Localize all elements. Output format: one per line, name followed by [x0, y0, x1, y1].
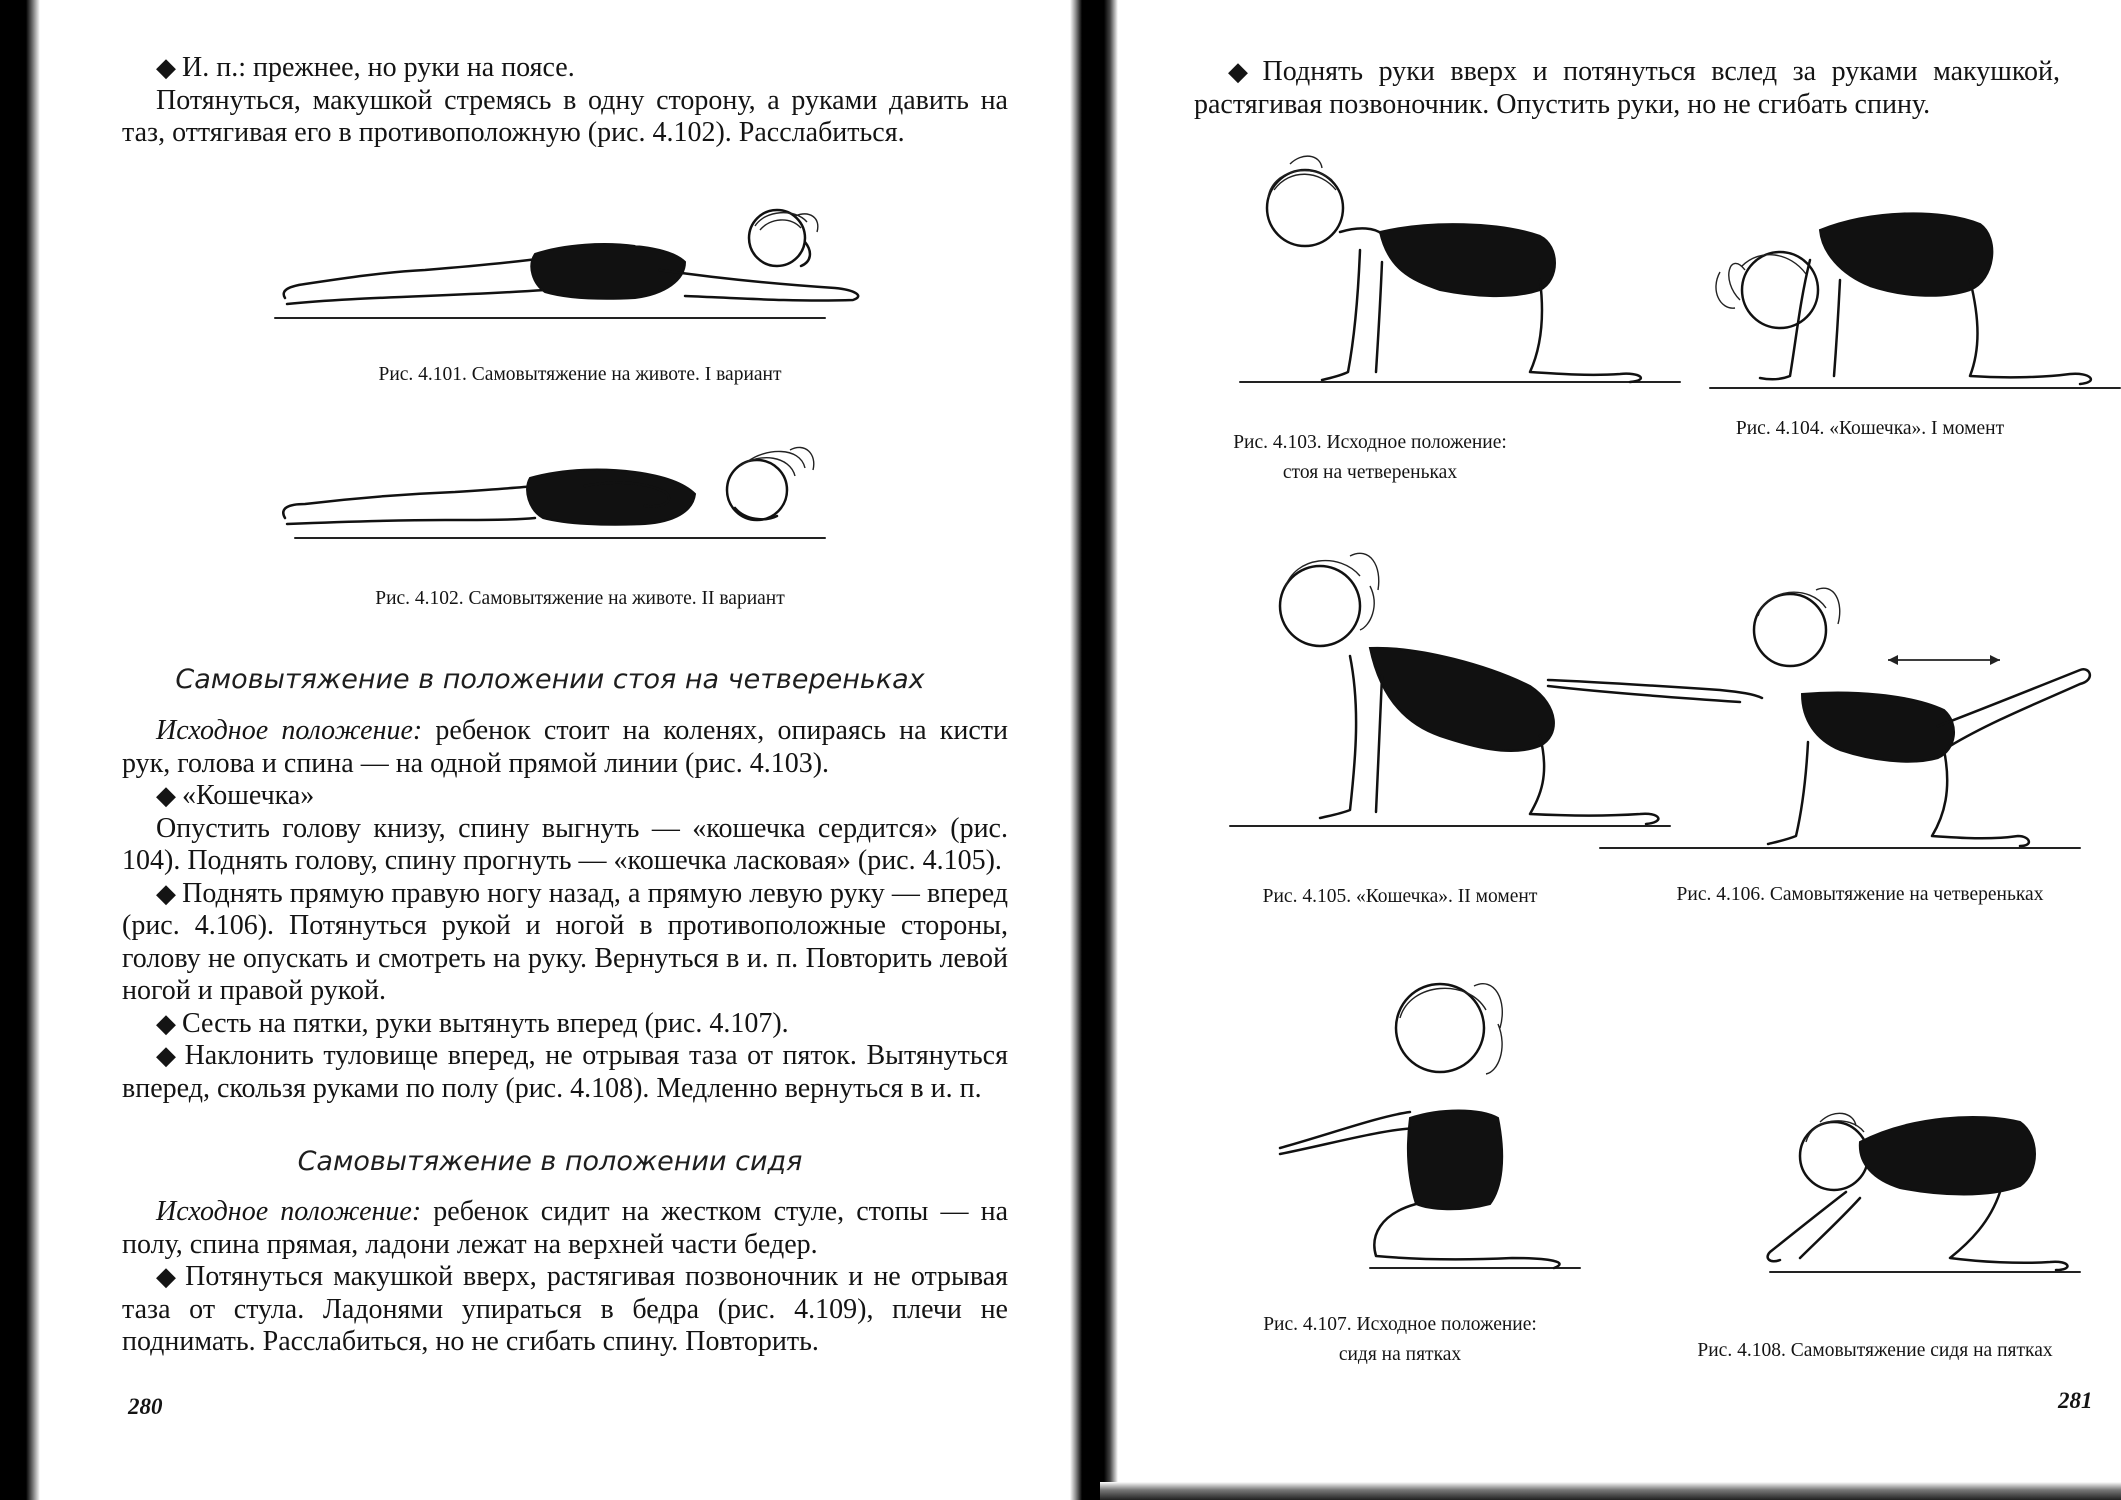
figure-4-108-caption: Рис. 4.108. Самовытяжение сидя на пятках	[1697, 1340, 2053, 1361]
figure-4-104-illustration	[1650, 190, 2120, 410]
bullet-diamond-icon: ◆	[156, 1262, 180, 1291]
bullet-diamond-icon: ◆	[156, 1041, 179, 1070]
figure-4-105-caption: Рис. 4.105. «Кошечка». II момент	[1262, 886, 1538, 907]
section2-body	[122, 1196, 1008, 1359]
section1-item2: Сесть на пятки, руки вытянуть вперед (рис. 4.107).	[182, 1007, 789, 1039]
figure-4-106-illustration	[1540, 570, 2100, 870]
figure-4-102-illustration	[265, 428, 865, 558]
bullet-diamond-icon: ◆	[1228, 57, 1257, 86]
section1-body	[122, 715, 1008, 1105]
figure-4-107-caption-line1: Рис. 4.107. Исходное положение:	[1263, 1314, 1537, 1335]
left-intro	[122, 52, 1008, 150]
figure-4-108-illustration	[1750, 1102, 2110, 1292]
bullet-diamond-icon: ◆	[156, 781, 176, 810]
figure-4-103-illustration	[1210, 150, 1690, 400]
right-intro-text: Поднять руки вверх и потянуться вслед за руками макушкой, растягивая позвоночник. Опустить руки, но не сгибать спину.	[1194, 56, 2060, 120]
figure-4-107-illustration	[1250, 968, 1610, 1288]
figure-4-103-caption-line1: Рис. 4.103. Исходное положение:	[1233, 432, 1507, 453]
section2-start-text: ребенок сидит на жестком стуле, стопы — на полу, спина прямая, ладони лежат на верхней части бедер.	[122, 1196, 1008, 1260]
right-page	[1110, 0, 2121, 1500]
section2-item1: Потянуться макушкой вверх, растягивая позвоночник и не отрывая таза от стула. Ладонями упираться в бедра (рис. 4.109), плечи не поднимать. Расслабиться, но не сгибать спину. Повторить.	[122, 1261, 1009, 1357]
figure-4-107-caption	[1180, 1310, 1620, 1370]
page-number-right: 281	[2058, 1388, 2093, 1413]
section1-item3: Наклонить туловище вперед, не отрывая таза от пяток. Вытянуться вперед, скользя руками по полу (рис. 4.108). Медленно вернуться в и. п.	[122, 1040, 1008, 1104]
bullet-diamond-icon: ◆	[156, 878, 177, 908]
figure-4-103-caption	[1180, 428, 1560, 488]
intro-bullet-text: И. п.: прежнее, но руки на поясе.	[182, 52, 575, 83]
figure-4-102-caption: Рис. 4.102. Самовытяжение на животе. II вариант	[375, 588, 785, 609]
section1-start-label: Исходное положение:	[156, 715, 423, 746]
right-intro	[1194, 56, 2060, 121]
section1-heading: Самовытяжение в положении стоя на четвереньках	[175, 664, 925, 695]
figure-4-106-caption: Рис. 4.106. Самовытяжение на четвереньках	[1676, 884, 2044, 905]
figure-4-101-caption: Рис. 4.101. Самовытяжение на животе. I вариант	[378, 364, 782, 385]
figure-4-101-illustration	[265, 200, 885, 340]
section1-item1: Поднять прямую правую ногу назад, а прямую левую руку — вперед (рис. 4.106). Потянуться рукой и ногой в противоположные стороны, голову не опускать и смотреть на руку. Вернуться в и. п. Повторить левой ногой и правой рукой.	[122, 877, 1008, 1006]
section1-cat-text: Опустить голову книзу, спину выгнуть — «кошечка сердится» (рис. 104). Поднять голову, спину прогнуть — «кошечка ласковая» (рис. 4.105).	[122, 812, 1008, 876]
section2-heading: Самовытяжение в положении сидя	[297, 1146, 803, 1177]
section1-start-text: ребенок стоит на коленях, опираясь на кисти рук, голова и спина — на одной прямой линии (рис. 4.103).	[122, 715, 1008, 779]
page-number-left: 280	[128, 1394, 163, 1419]
section1-cat-label: «Кошечка»	[182, 780, 315, 811]
figure-4-107-caption-line2: сидя на пятках	[1338, 1344, 1462, 1365]
figure-4-103-caption-line2: стоя на четвереньках	[1282, 462, 1458, 483]
section2-start-label: Исходное положение:	[156, 1196, 422, 1227]
bullet-diamond-icon: ◆	[156, 1008, 176, 1038]
intro-paragraph: Потянуться, макушкой стремясь в одну сторону, а руками давить на таз, оттягивая его в противоположную (рис. 4.102). Расслабиться.	[122, 84, 1008, 148]
figure-4-104-caption: Рис. 4.104. «Кошечка». I момент	[1735, 418, 2005, 439]
bullet-diamond-icon: ◆	[156, 53, 176, 82]
